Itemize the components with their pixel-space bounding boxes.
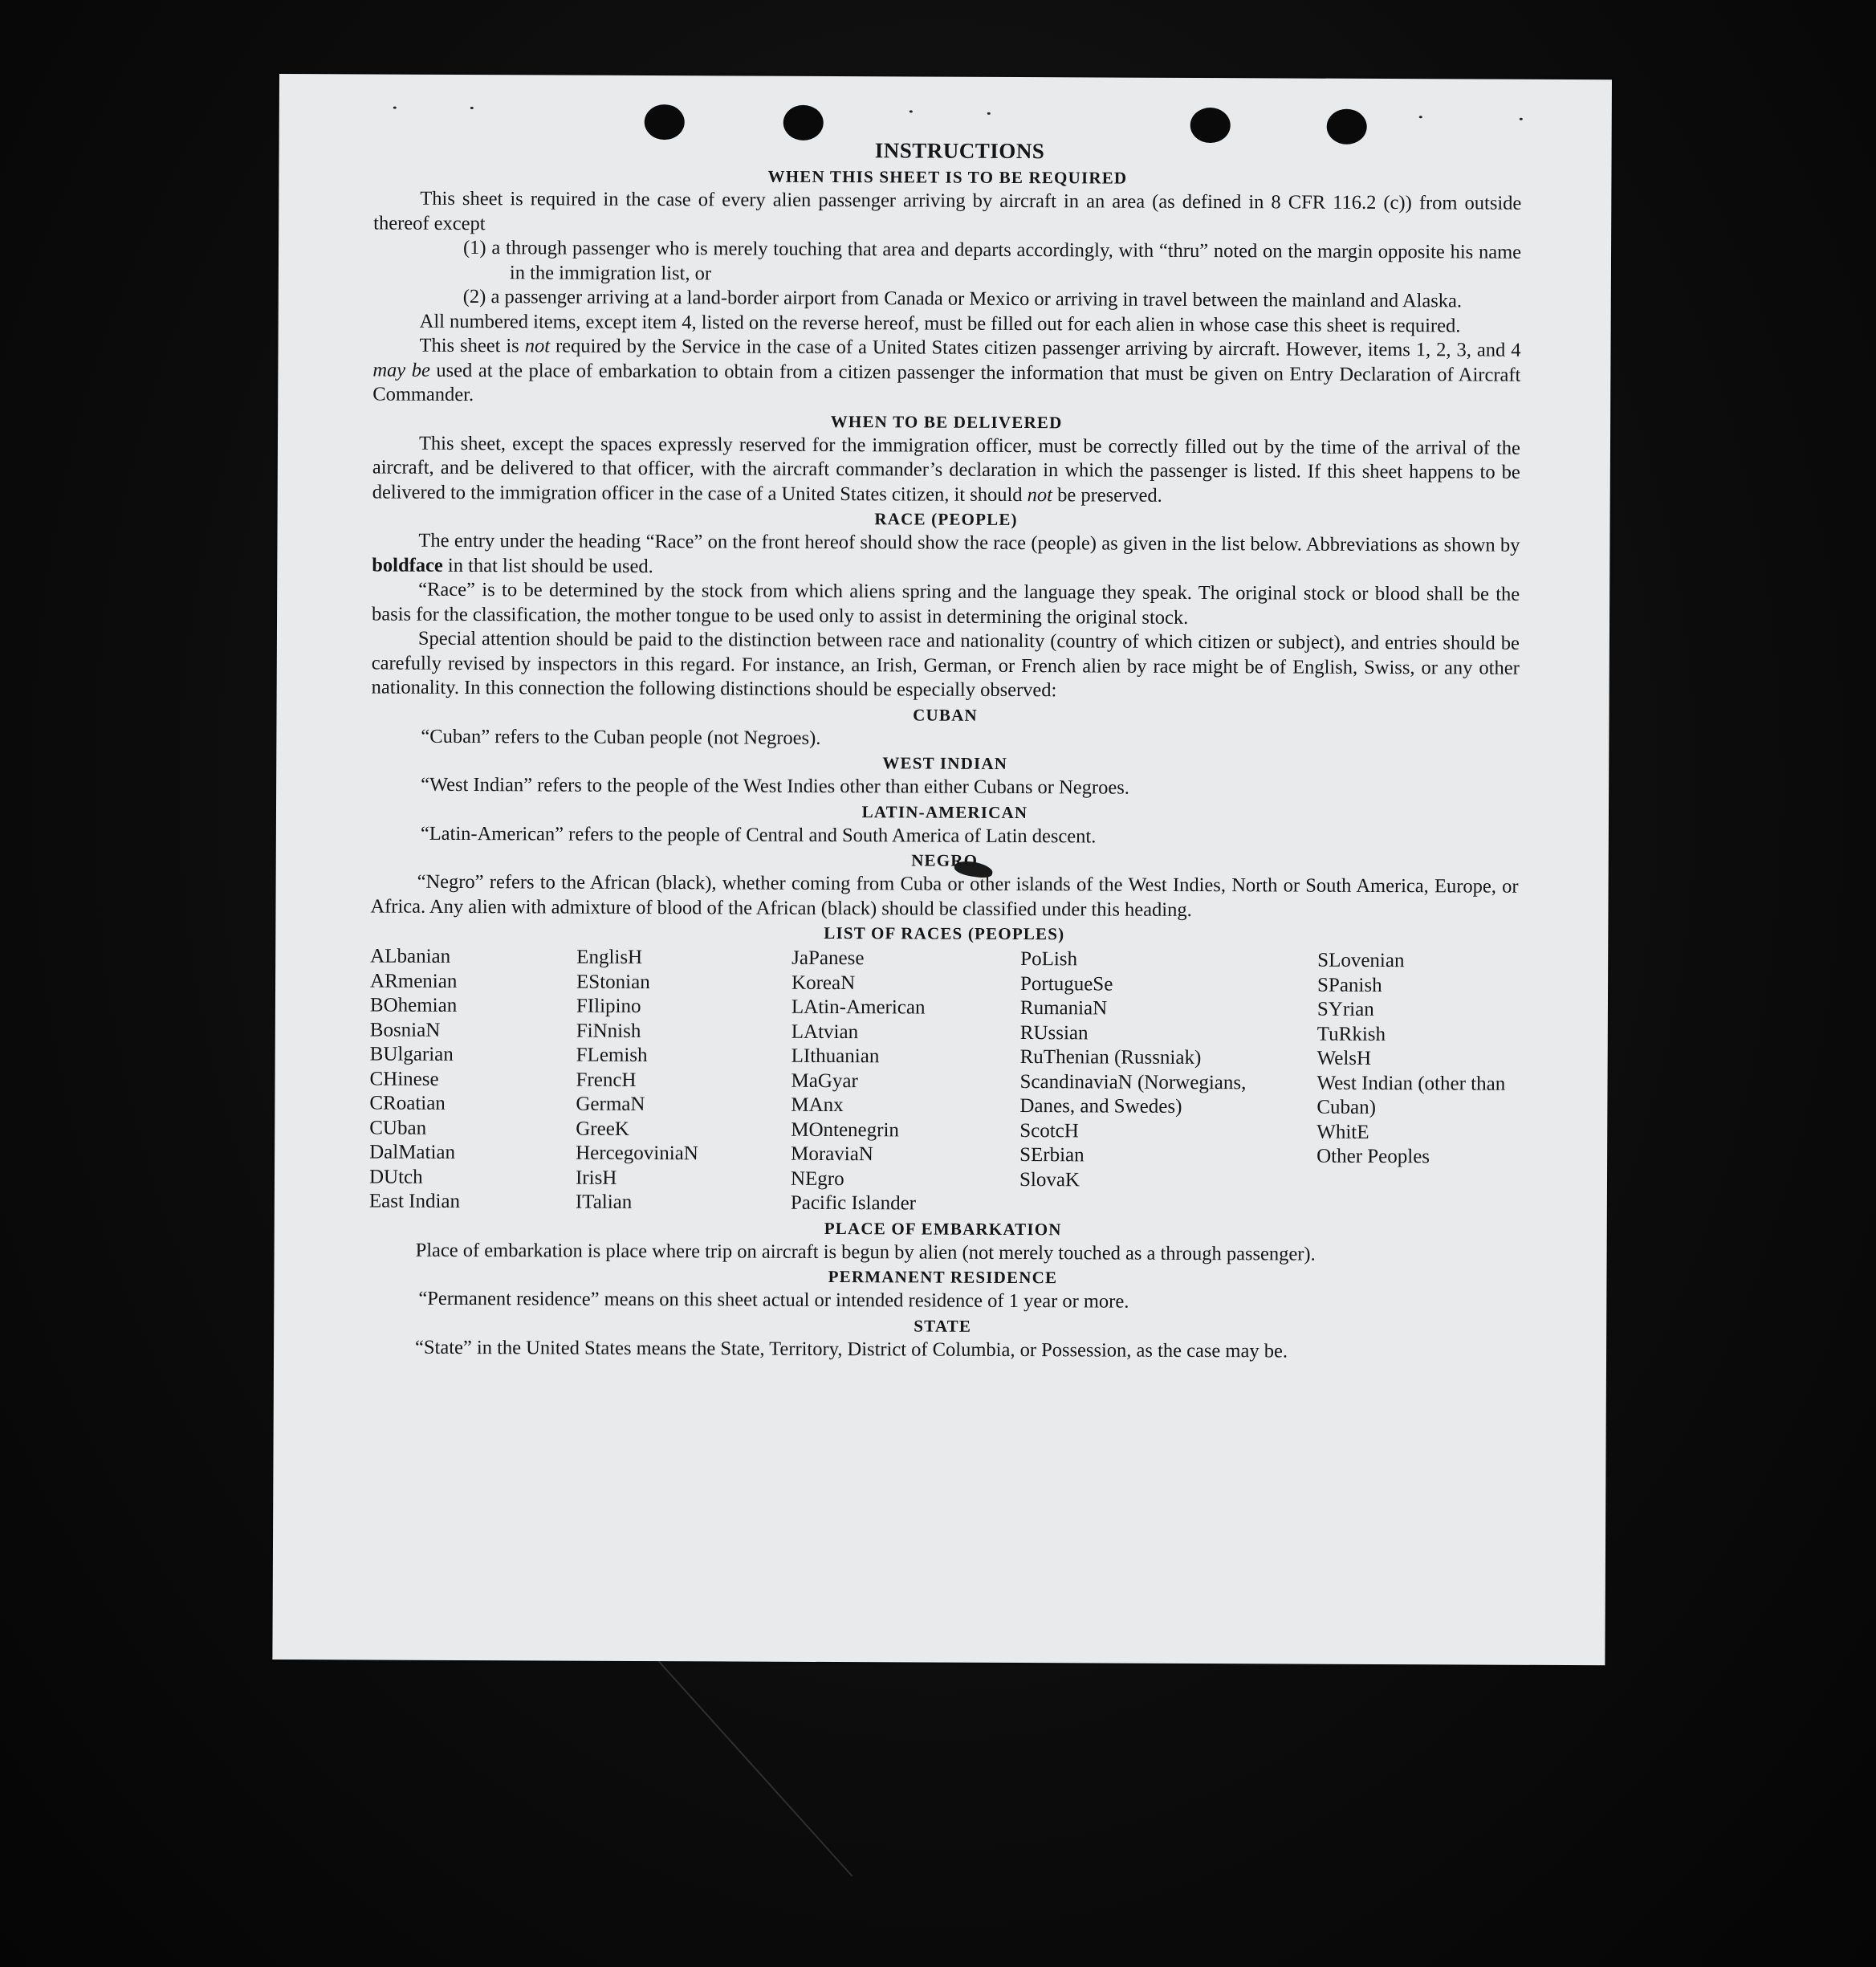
race-item: MAnx: [791, 1093, 844, 1117]
race-item: MOntenegrin: [791, 1118, 900, 1141]
race-item: BUlgarian: [369, 1043, 454, 1065]
race-item: Pacific Islander: [790, 1191, 917, 1215]
race-item: FrencH: [576, 1069, 637, 1091]
race-item: FiNnish: [576, 1020, 641, 1042]
speck: [987, 112, 991, 115]
race-column: [1316, 949, 1518, 1220]
race-item: KoreaN: [792, 971, 856, 994]
section-heading: LIST OF RACES (PEOPLES): [824, 922, 1065, 944]
race-item: SLovenian: [1317, 949, 1405, 972]
section-heading: WHEN THIS SHEET IS TO BE REQUIRED: [767, 166, 1128, 188]
race-item: PortugueSe: [1020, 972, 1113, 996]
race-item: ScotcH: [1019, 1119, 1079, 1142]
race-item: SErbian: [1019, 1144, 1084, 1167]
race-column: [369, 945, 576, 1216]
paragraph: “Permanent residence” means on this sheet actual or intended residence of 1 year or more.: [418, 1287, 1129, 1313]
numbered-item: (1) a through passenger who is merely touching that area and departs accordingly, with “thru” noted on the margin opposite his name in the immigration list, or: [462, 237, 1522, 284]
document-page: [272, 74, 1612, 1665]
race-item: IrisH: [575, 1167, 617, 1189]
paragraph: All numbered items, except item 4, listed on the reverse hereof, must be filled out for each alien in whose case this sheet is required.: [419, 310, 1461, 336]
race-item: CHinese: [369, 1068, 439, 1090]
race-item: FIlipino: [576, 995, 641, 1017]
race-item: Other Peoples: [1316, 1145, 1430, 1168]
instructions-content: [368, 134, 1522, 1365]
paragraph: This sheet is not required by the Service in the case of a United States citizen passenger arriving by aircraft. However, items 1, 2, 3, and 4 may be used at the place of embarkation to obtain from a citizen passenger the information that must be given on Entry Declaration of Aircraft Commander.: [372, 334, 1521, 406]
race-item: GreeK: [576, 1118, 629, 1140]
race-item: BOhemian: [369, 994, 458, 1016]
section-heading: RACE (PEOPLE): [874, 509, 1018, 530]
section-heading: PERMANENT RESIDENCE: [828, 1266, 1058, 1288]
race-item: MaGyar: [791, 1069, 858, 1092]
paragraph: Place of embarkation is place where trip on aircraft is begun by alien (not merely touched as a through passenger).: [415, 1239, 1316, 1265]
race-column: [1019, 947, 1317, 1218]
race-item: MoraviaN: [791, 1142, 873, 1166]
race-item: SPanish: [1317, 974, 1382, 996]
race-list: [369, 945, 1518, 1220]
section-heading: NEGRO: [911, 850, 979, 870]
race-item: East Indian: [368, 1190, 461, 1212]
section-heading: CUBAN: [913, 704, 978, 725]
definition: “Cuban” refers to the Cuban people (not Negroes).: [421, 725, 821, 749]
race-item: PoLish: [1020, 948, 1078, 971]
paragraph: Special attention should be paid to the distinction between race and nationality (country of which citizen or subject), and entries should be carefully revised by inspectors in this regard. For instance, an Irish, German, or French alien by race might be of English, Swiss, or any other nationality. In this connection the following distinctions should be especially observed:: [371, 627, 1520, 702]
race-item: CUban: [369, 1117, 427, 1139]
race-item: LAtvian: [791, 1020, 859, 1043]
race-item: SlovaK: [1019, 1168, 1080, 1191]
section-heading: STATE: [914, 1315, 972, 1336]
race-item: LIthuanian: [791, 1045, 880, 1068]
race-item: GermaN: [576, 1093, 645, 1115]
race-item: EStonian: [576, 971, 650, 993]
race-item: FLemish: [576, 1044, 648, 1067]
race-item: RUssian: [1019, 1021, 1089, 1044]
page-title: INSTRUCTIONS: [874, 138, 1045, 164]
paragraph: This sheet is required in the case of every alien passenger arriving by aircraft in an area (as defined in 8 CFR 116.2 (c)) from outside thereof except: [373, 187, 1522, 234]
race-item: DalMatian: [369, 1141, 456, 1163]
race-item: NEgro: [790, 1167, 844, 1190]
numbered-item: (2) a passenger arriving at a land-border airport from Canada or Mexico or arriving in travel between the mainland and Alaska.: [462, 286, 1463, 312]
speck: [393, 107, 397, 109]
race-item: SYrian: [1316, 998, 1374, 1020]
paragraph: The entry under the heading “Race” on the front hereof should show the race (people) as given in the list below. Abbreviations as shown by boldface in that list should be used.: [372, 529, 1520, 577]
race-column: [791, 947, 1020, 1217]
race-item: ITalian: [575, 1191, 633, 1213]
definition: “West Indian” refers to the people of the West Indies other than either Cubans or Negroes.: [421, 773, 1129, 799]
speck: [1419, 116, 1422, 118]
section-heading: WEST INDIAN: [882, 753, 1008, 773]
race-item: BosniaN: [369, 1019, 441, 1041]
race-item: ScandinaviaN (Norwegians, Danes, and Swedes): [1019, 1070, 1247, 1118]
race-item: WhitE: [1316, 1121, 1369, 1143]
section-heading: WHEN TO BE DELIVERED: [830, 411, 1063, 432]
race-item: RuThenian (Russniak): [1019, 1046, 1202, 1069]
race-item: CRoatian: [369, 1092, 446, 1114]
speck: [1520, 118, 1523, 120]
race-item: LAtin-American: [791, 996, 926, 1019]
race-column: [576, 946, 792, 1216]
race-item: West Indian (other than Cuban): [1316, 1072, 1506, 1118]
race-item: DUtch: [368, 1166, 423, 1188]
race-item: JaPanese: [792, 947, 865, 970]
speck: [470, 107, 474, 109]
race-item: EnglisH: [576, 946, 643, 968]
speck: [910, 110, 913, 112]
race-item: HercegoviniaN: [576, 1142, 698, 1165]
race-item: ARmenian: [370, 970, 458, 992]
race-item: WelsH: [1316, 1047, 1372, 1069]
section-heading: PLACE OF EMBARKATION: [824, 1218, 1062, 1239]
section-heading: LATIN-AMERICAN: [861, 801, 1028, 822]
race-item: ALbanian: [370, 945, 451, 967]
paragraph: “Race” is to be determined by the stock from which aliens spring and the language they speak. The original stock or blood shall be the basis for the classification, the mother tongue to be used only to assist in determining the original stock.: [372, 578, 1520, 629]
definition: “Negro” refers to the African (black), whether coming from Cuba or other islands of the West Indies, North or South America, Europe, or Africa. Any alien with admixture of blood of the African (black) should be classified under this heading.: [370, 870, 1519, 921]
paragraph: This sheet, except the spaces expressly reserved for the immigration officer, must be correctly filled out by the time of the arrival of the aircraft, and be delivered to that officer, with the aircraft commander’s declaration in which the passenger is listed. If this sheet happens to be delivered to the immigration officer in the case of a United States citizen, it should not be preserved.: [372, 432, 1521, 507]
race-item: RumaniaN: [1019, 997, 1108, 1020]
race-item: TuRkish: [1316, 1023, 1386, 1045]
paragraph: “State” in the United States means the State, Territory, District of Columbia, or Possession, as the case may be.: [415, 1336, 1288, 1362]
definition: “Latin-American” refers to the people of Central and South America of Latin descent.: [420, 822, 1097, 847]
